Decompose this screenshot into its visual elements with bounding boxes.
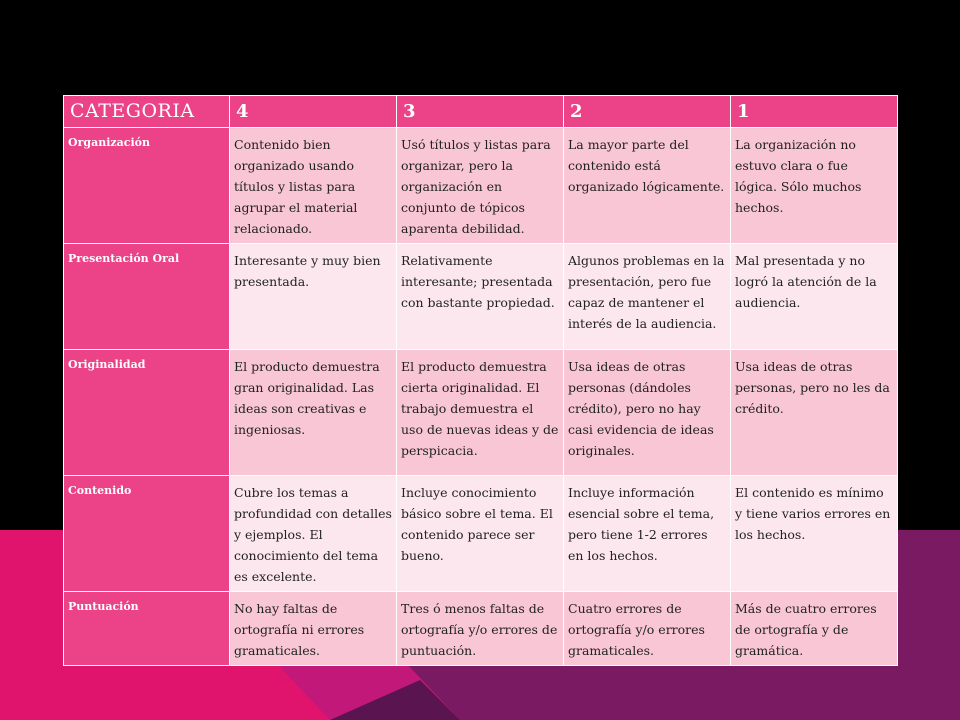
rubric-table: [63, 95, 898, 666]
table-row: [64, 350, 898, 476]
header-categoria: CATEGORIA: [64, 96, 230, 128]
table-row: [64, 128, 898, 244]
header-score-2: 2: [564, 96, 731, 128]
table-cell: La organización no estuvo clara o fue lógica. Sólo muchos hechos.: [731, 128, 898, 244]
table-header-row: [64, 96, 898, 128]
table-row: [64, 244, 898, 350]
table-cell: Interesante y muy bien presentada.: [230, 244, 397, 350]
table-cell: Usó títulos y listas para organizar, pero la organización en conjunto de tópicos aparenta debilidad.: [397, 128, 564, 244]
header-score-4: 4: [230, 96, 397, 128]
table-cell: Cubre los temas a profundidad con detalles y ejemplos. El conocimiento del tema es excelente.: [230, 476, 397, 592]
table-cell: Cuatro errores de ortografía y/o errores gramaticales.: [564, 592, 731, 666]
table-cell: Más de cuatro errores de ortografía y de gramática.: [731, 592, 898, 666]
table-cell: Tres ó menos faltas de ortografía y/o errores de puntuación.: [397, 592, 564, 666]
table-cell: El contenido es mínimo y tiene varios errores en los hechos.: [731, 476, 898, 592]
table-cell: Algunos problemas en la presentación, pero fue capaz de mantener el interés de la audiencia.: [564, 244, 731, 350]
table-cell: Usa ideas de otras personas (dándoles crédito), pero no hay casi evidencia de ideas originales.: [564, 350, 731, 476]
row-category-label: Originalidad: [64, 350, 230, 476]
row-category-label: Presentación Oral: [64, 244, 230, 350]
row-category-label: Contenido: [64, 476, 230, 592]
table-row: [64, 476, 898, 592]
row-category-label: Puntuación: [64, 592, 230, 666]
table-cell: Relativamente interesante; presentada con bastante propiedad.: [397, 244, 564, 350]
table-cell: Mal presentada y no logró la atención de la audiencia.: [731, 244, 898, 350]
table-cell: Contenido bien organizado usando títulos y listas para agrupar el material relacionado.: [230, 128, 397, 244]
table-cell: Incluye información esencial sobre el tema, pero tiene 1-2 errores en los hechos.: [564, 476, 731, 592]
table-cell: La mayor parte del contenido está organizado lógicamente.: [564, 128, 731, 244]
table-row: [64, 592, 898, 666]
table-cell: El producto demuestra gran originalidad. Las ideas son creativas e ingeniosas.: [230, 350, 397, 476]
table-cell: El producto demuestra cierta originalidad. El trabajo demuestra el uso de nuevas ideas y de perspicacia.: [397, 350, 564, 476]
table-cell: Usa ideas de otras personas, pero no les da crédito.: [731, 350, 898, 476]
header-score-3: 3: [397, 96, 564, 128]
table-cell: No hay faltas de ortografía ni errores gramaticales.: [230, 592, 397, 666]
table-cell: Incluye conocimiento básico sobre el tema. El contenido parece ser bueno.: [397, 476, 564, 592]
row-category-label: Organización: [64, 128, 230, 244]
header-score-1: 1: [731, 96, 898, 128]
